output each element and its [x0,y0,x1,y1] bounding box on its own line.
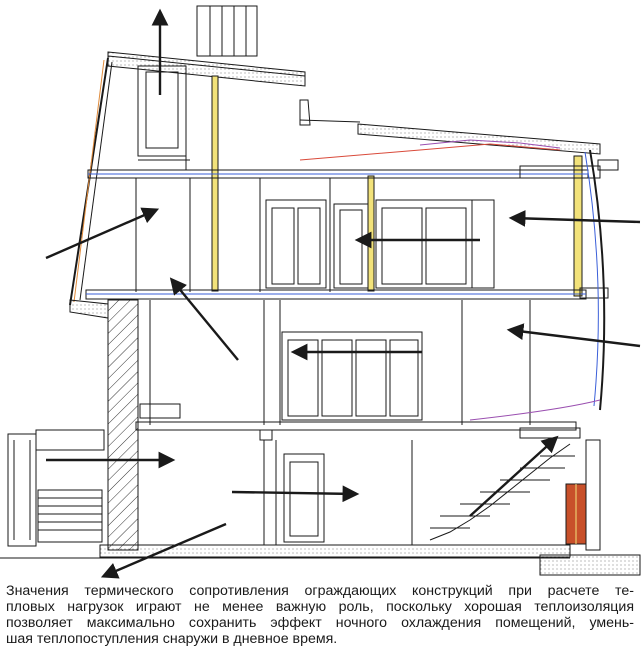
second-floor-windows [266,200,494,288]
slab-middle [86,288,608,299]
first-floor-windows [282,332,422,420]
caption-line-2: пловых нагрузок играют не менее важную роль, поскольку хорошая теплоизоляция [6,599,634,615]
stair [430,444,575,540]
figure-caption [6,583,634,647]
left-facade [70,58,112,318]
attic-door [138,66,190,170]
chimney [197,6,257,56]
ground-floor-door [284,454,324,542]
upper-roof [108,52,600,160]
right-facade [470,150,618,420]
caption-line-1: Значения термического сопротивления ограждающих конструкций при расчете те- [6,583,634,599]
slab-top [88,166,600,178]
caption-line-4: шая теплопоступления снаружи в дневное время. [6,631,338,647]
caption-line-3: позволяет максимально сохранить эффект ночного охлаждения помещений, умень- [6,615,634,631]
foundation [0,545,640,575]
slab-lower [136,422,580,440]
